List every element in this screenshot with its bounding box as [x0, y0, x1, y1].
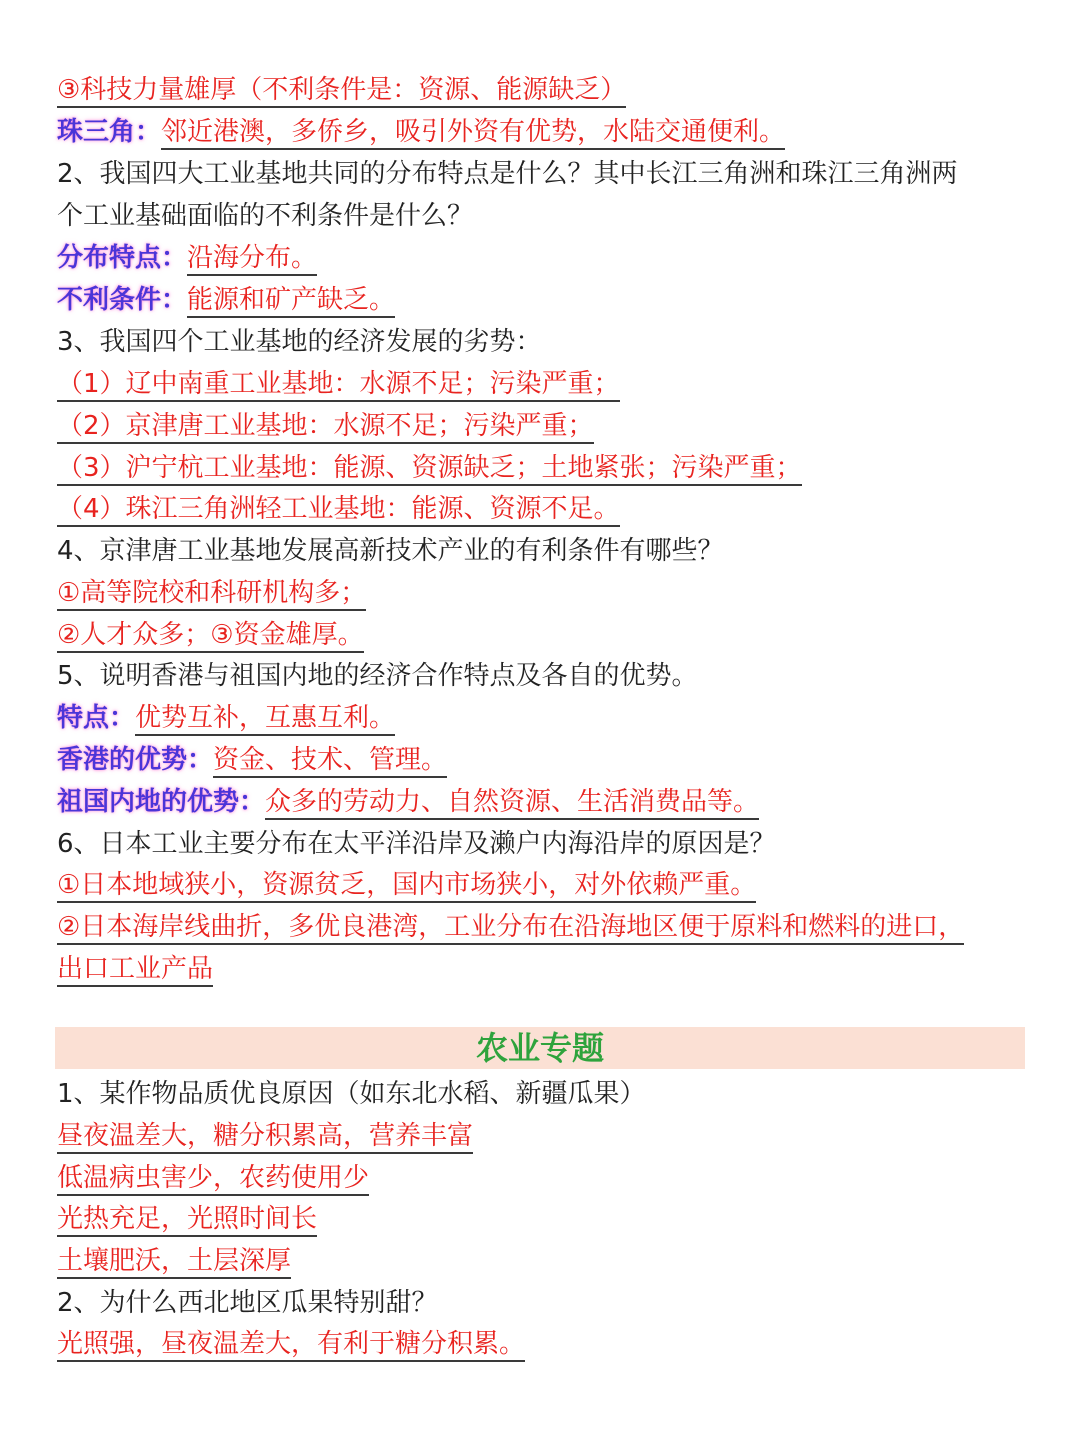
answer-label: 祖国内地的优势： — [57, 787, 266, 817]
answer-line-mainland — [57, 784, 759, 820]
answer-text: （2）京津唐工业基地：水源不足；污染严重； — [57, 411, 594, 444]
answer-line — [57, 408, 594, 444]
answer-text: 众多的劳动力、自然资源、生活消费品等。 — [265, 787, 759, 820]
agri-question-1: 1、某作物品质优良原因（如东北水稻、新疆瓜果） — [57, 1079, 646, 1109]
answer-text: 邻近港澳，多侨乡，吸引外资有优势，水陆交通便利。 — [161, 117, 785, 150]
answer-text: 优势互补，互惠互利。 — [135, 703, 395, 736]
answer-text: 光照强，昼夜温差大，有利于糖分积累。 — [57, 1329, 525, 1362]
answer-line-feature — [57, 700, 395, 736]
answer-text: ①高等院校和科研机构多； — [57, 578, 366, 611]
answer-text: （1）辽中南重工业基地：水源不足；污染严重； — [57, 369, 620, 402]
answer-line-prd — [57, 114, 785, 150]
answer-text: （4）珠江三角洲轻工业基地：能源、资源不足。 — [57, 494, 620, 527]
answer-line — [57, 1118, 473, 1154]
answer-line — [57, 909, 964, 945]
answer-line — [57, 1243, 291, 1279]
answer-text: 土壤肥沃，土层深厚 — [57, 1246, 291, 1279]
question-4: 4、京津唐工业基地发展高新技术产业的有利条件有哪些？ — [57, 536, 724, 566]
answer-text: 能源和矿产缺乏。 — [187, 285, 395, 318]
answer-line-science — [57, 72, 626, 108]
answer-line — [57, 951, 213, 987]
answer-line-hk — [57, 742, 447, 778]
answer-text: ③科技力量雄厚（不利条件是：资源、能源缺乏） — [57, 75, 626, 108]
question-2-line-1: 2、我国四大工业基地共同的分布特点是什么？其中长江三角洲和珠江三角洲两 — [57, 159, 958, 189]
answer-text: （3）沪宁杭工业基地：能源、资源缺乏；土地紧张；污染严重； — [57, 453, 802, 486]
answer-line — [57, 617, 364, 653]
answer-line-disadvantage — [57, 282, 395, 318]
answer-text: 沿海分布。 — [187, 243, 317, 276]
answer-text: ①日本地域狭小，资源贫乏，国内市场狭小，对外依赖严重。 — [57, 870, 756, 903]
answer-line — [57, 450, 802, 486]
answer-line — [57, 867, 756, 903]
answer-line — [57, 1201, 317, 1237]
answer-label: 珠三角： — [57, 117, 162, 147]
answer-line — [57, 575, 366, 611]
answer-line — [57, 1326, 525, 1362]
section-banner — [55, 1027, 1025, 1069]
answer-text: 光热充足，光照时间长 — [57, 1204, 317, 1237]
answer-line — [57, 1160, 369, 1196]
answer-text: 出口工业产品 — [57, 954, 213, 987]
question-2-line-2: 个工业基础面临的不利条件是什么？ — [57, 201, 474, 231]
answer-text: 低温病虫害少，农药使用少 — [57, 1163, 369, 1196]
answer-line-distribution — [57, 240, 317, 276]
answer-label: 分布特点： — [57, 243, 188, 273]
section-title: 农业专题 — [475, 1029, 604, 1067]
answer-label: 不利条件： — [57, 285, 188, 315]
answer-label: 香港的优势： — [57, 745, 214, 775]
agri-question-2: 2、为什么西北地区瓜果特别甜？ — [57, 1288, 438, 1318]
answer-line — [57, 491, 620, 527]
answer-label: 特点： — [57, 703, 136, 733]
answer-text: ②人才众多；③资金雄厚。 — [57, 620, 364, 653]
question-6: 6、日本工业主要分布在太平洋沿岸及濑户内海沿岸的原因是？ — [57, 829, 776, 859]
question-5: 5、说明香港与祖国内地的经济合作特点及各自的优势。 — [57, 661, 698, 691]
answer-text: 资金、技术、管理。 — [213, 745, 447, 778]
answer-line — [57, 366, 620, 402]
answer-text: ②日本海岸线曲折，多优良港湾，工业分布在沿海地区便于原料和燃料的进口， — [57, 912, 964, 945]
answer-text: 昼夜温差大，糖分积累高，营养丰富 — [57, 1121, 473, 1154]
question-3: 3、我国四个工业基地的经济发展的劣势： — [57, 327, 542, 357]
